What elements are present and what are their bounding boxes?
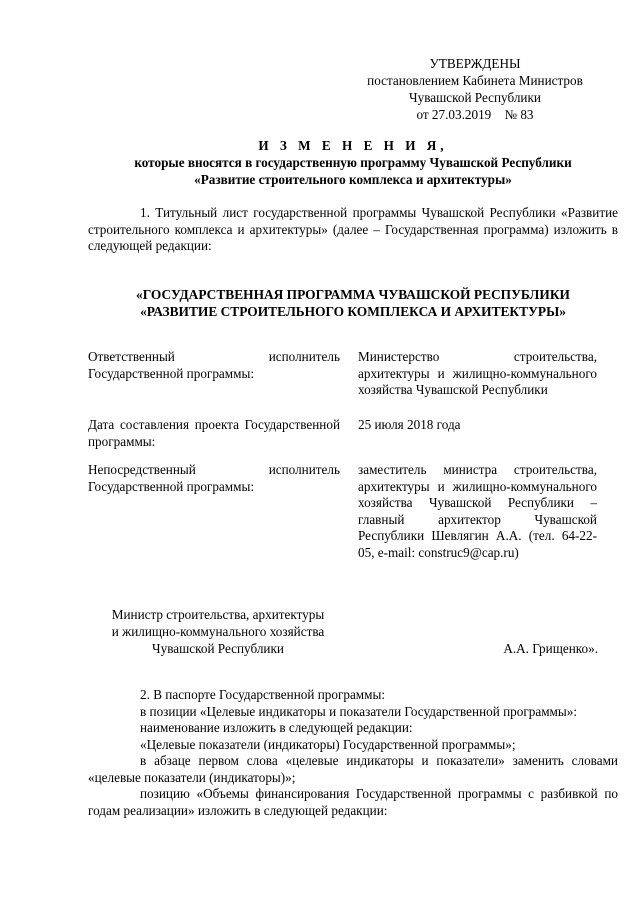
list-item: 2. В паспорте Государственной программы: — [140, 687, 386, 702]
approval-stamp — [330, 56, 620, 124]
list-item: «Целевые показатели (индикаторы) Государственной программы»; — [140, 736, 516, 752]
row-value-date: 25 июля 2018 года — [358, 417, 461, 432]
row-label-responsible: Ответственный исполнитель Государственной программы: — [88, 349, 340, 381]
document-title — [88, 138, 618, 189]
row-label-date: Дата составления проекта Государственной программы: — [88, 417, 340, 449]
list-item: в позиции «Целевые индикаторы и показатели Государственной программы»: — [140, 703, 578, 719]
title-main: И З М Е Н Е Н И Я, — [258, 138, 448, 153]
signatory-line: Чувашской Республики — [152, 641, 284, 656]
title-subtitle: «Развитие строительного комплекса и архитектуры» — [194, 172, 512, 187]
paragraph-1: 1. Титульный лист государственной программы Чувашской Республики «Развитие строительного комплекса и архитектуры» (далее – Государственная программа) изложить в следующей редакции: — [88, 205, 618, 253]
signatory-name: А.А. Грищенко». — [503, 641, 598, 656]
list-item: позицию «Объемы финансирования Государственной программы с разбивкой по годам реализации» изложить в следующей редакции: — [88, 786, 618, 818]
list-item: наименование изложить в следующей редакции: — [140, 720, 413, 735]
row-value-executor: заместитель министра строительства, архитектуры и жилищно-коммунального хозяйства Чувашской Республики – главный архитектор Чувашской Республики Шевлягин А.А. (тел. 64-22-05, e-mail: construc9@cap.ru) — [358, 462, 597, 560]
signatory-line: Министр строительства, архитектуры — [111, 607, 325, 622]
approval-line: постановлением Кабинета Министров — [367, 73, 583, 88]
program-title-line: «ГОСУДАРСТВЕННАЯ ПРОГРАММА ЧУВАШСКОЙ РЕСПУБЛИКИ — [136, 287, 570, 302]
signatory-position — [88, 607, 348, 658]
approval-date-number: от 27.03.2019 № 83 — [416, 107, 534, 122]
signatory-line: и жилищно-коммунального хозяйства — [111, 624, 325, 639]
program-title-line: «РАЗВИТИЕ СТРОИТЕЛЬНОГО КОМПЛЕКСА И АРХИТЕКТУРЫ» — [140, 304, 566, 319]
amendments-list — [88, 687, 618, 819]
approval-line: Чувашской Республики — [409, 90, 541, 105]
approval-heading: УТВЕРЖДЕНЫ — [429, 56, 521, 71]
list-item: в абзаце первом слова «целевые индикаторы и показатели» заменить словами «целевые показатели (индикаторы)»; — [88, 753, 618, 785]
title-subtitle: которые вносятся в государственную программу Чувашской Республики — [134, 155, 572, 170]
row-label-executor: Непосредственный исполнитель Государственной программы: — [88, 462, 340, 494]
row-value-responsible: Министерство строительства, архитектуры и жилищно-коммунального хозяйства Чувашской Республики — [358, 349, 597, 397]
program-title — [88, 287, 618, 321]
